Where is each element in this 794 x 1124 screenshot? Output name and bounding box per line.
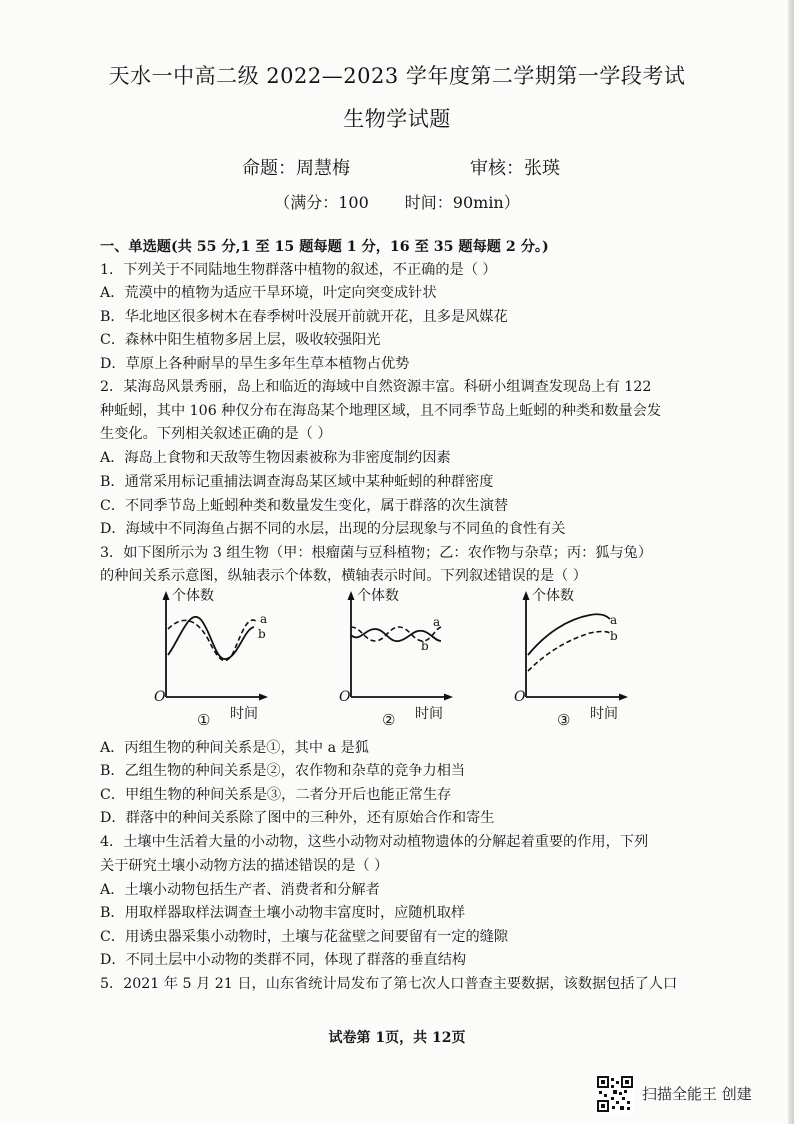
question-2-option-b: B．通常采用标记重捕法调查海岛某区域中某种蚯蚓的种群密度	[100, 474, 494, 490]
question-3-stem-line1: 3．如下图所示为 3 组生物（甲：根瘤菌与豆科植物；乙：农作物与杂草；丙：狐与兔）	[100, 545, 653, 561]
graph-1-series-a: a	[260, 612, 268, 626]
graph-2-series-b: b	[421, 639, 429, 653]
question-1-option-c: C．森林中阳生植物多居上层，吸收较强阳光	[100, 332, 381, 348]
question-1-option-d: D．草原上各种耐旱的旱生多年生草本植物占优势	[100, 356, 410, 372]
qr-code-icon	[596, 1075, 634, 1113]
graph-1-ylabel: 个体数	[172, 588, 214, 604]
graph-1	[150, 585, 280, 725]
graph-2-xlabel: 时间	[415, 706, 443, 722]
graph-3-series-b: b	[610, 629, 618, 643]
graph-1-number: ①	[197, 711, 211, 729]
question-2-stem-line3: 生变化。下列相关叙述正确的是（ ）	[100, 426, 332, 442]
question-4-option-a: A．土壤小动物包括生产者、消费者和分解者	[100, 882, 380, 898]
author: 命题：周慧梅	[242, 158, 350, 179]
scanner-watermark: 扫描全能王 创建	[642, 1085, 752, 1103]
question-4-stem-line1: 4．土壤中生活着大量的小动物，这些小动物对动植物遗体的分解起着重要的作用，下列	[100, 834, 649, 850]
graph-2-series-a: a	[433, 615, 441, 629]
graph-3-ylabel: 个体数	[532, 588, 574, 604]
full-score: （满分：100	[274, 193, 369, 212]
question-2-stem-line2: 种蚯蚓，其中 106 种仅分布在海岛某个地理区域，且不同季节岛上蚯蚓的种类和数量会发	[100, 403, 662, 419]
graph-2-number: ②	[382, 711, 396, 729]
question-1-option-a: A．荒漠中的植物为适应干旱环境，叶定向突变成针状	[100, 285, 437, 301]
question-3-stem-line2: 的种间关系示意图，纵轴表示个体数，横轴表示时间。下列叙述错误的是（ ）	[100, 568, 587, 584]
exam-title: 天水一中高二级 2022—2023 学年度第二学期第一学段考试	[108, 64, 686, 88]
question-2-option-a: A．海岛上食物和天敌等生物因素被称为非密度制约因素	[100, 450, 451, 466]
graph-2	[335, 585, 465, 725]
page-edge	[788, 0, 794, 1124]
question-1-stem: 1．下列关于不同陆地生物群落中植物的叙述，不正确的是（ ）	[100, 262, 497, 278]
question-3-option-c: C．甲组生物的种间关系是③，二者分开后也能正常生存	[100, 787, 452, 803]
question-5-stem-line1: 5．2021 年 5 月 21 日，山东省统计局发布了第七次人口普查主要数据，该数据包括了人口	[100, 976, 678, 992]
question-4-option-c: C．用诱虫器采集小动物时，土壤与花盆壁之间要留有一定的缝隙	[100, 929, 509, 945]
page-footer: 试卷第 1页，共 12页	[328, 1030, 466, 1046]
question-1-option-b: B．华北地区很多树木在春季树叶没展开前就开花，且多是风媒花	[100, 309, 508, 325]
question-2-stem-line1: 2．某海岛风景秀丽，岛上和临近的海域中自然资源丰富。科研小组调查发现岛上有 122	[100, 379, 652, 395]
graph-3	[510, 585, 640, 725]
question-3-option-b: B．乙组生物的种间关系是②，农作物和杂草的竞争力相当	[100, 763, 466, 779]
graph-1-series-b: b	[258, 627, 266, 641]
graph-3-xlabel: 时间	[590, 706, 618, 722]
reviewer: 审核：张瑛	[470, 158, 560, 179]
graph-1-origin: O	[154, 689, 166, 705]
exam-time: 时间：90min）	[404, 193, 520, 212]
graph-3-origin: O	[514, 689, 526, 705]
exam-subtitle: 生物学试题	[343, 107, 451, 131]
graph-3-series-a: a	[610, 613, 618, 627]
question-3-option-d: D．群落中的种间关系除了图中的三种外，还有原始合作和寄生	[100, 810, 495, 826]
question-2-option-d: D．海域中不同海鱼占据不同的水层，出现的分层现象与不同鱼的食性有关	[100, 521, 566, 537]
section-heading: 一、单选题(共 55 分,1 至 15 题每题 1 分，16 至 35 题每题 2 分。)	[100, 239, 549, 255]
graph-3-number: ③	[557, 711, 571, 729]
question-3-option-a: A．丙组生物的种间关系是①，其中 a 是狐	[100, 740, 369, 756]
question-4-option-d: D．不同土层中小动物的类群不同，体现了群落的垂直结构	[100, 952, 467, 968]
exam-meta	[0, 190, 794, 213]
question-4-stem-line2: 关于研究土壤小动物方法的描述错误的是（ ）	[100, 858, 389, 874]
graph-2-ylabel: 个体数	[357, 588, 399, 604]
graph-2-origin: O	[339, 689, 351, 705]
question-4-option-b: B．用取样器取样法调查土壤小动物丰富度时，应随机取样	[100, 905, 466, 921]
question-2-option-c: C．不同季节岛上蚯蚓种类和数量发生变化，属于群落的次生演替	[100, 498, 509, 514]
graph-1-xlabel: 时间	[230, 706, 258, 722]
